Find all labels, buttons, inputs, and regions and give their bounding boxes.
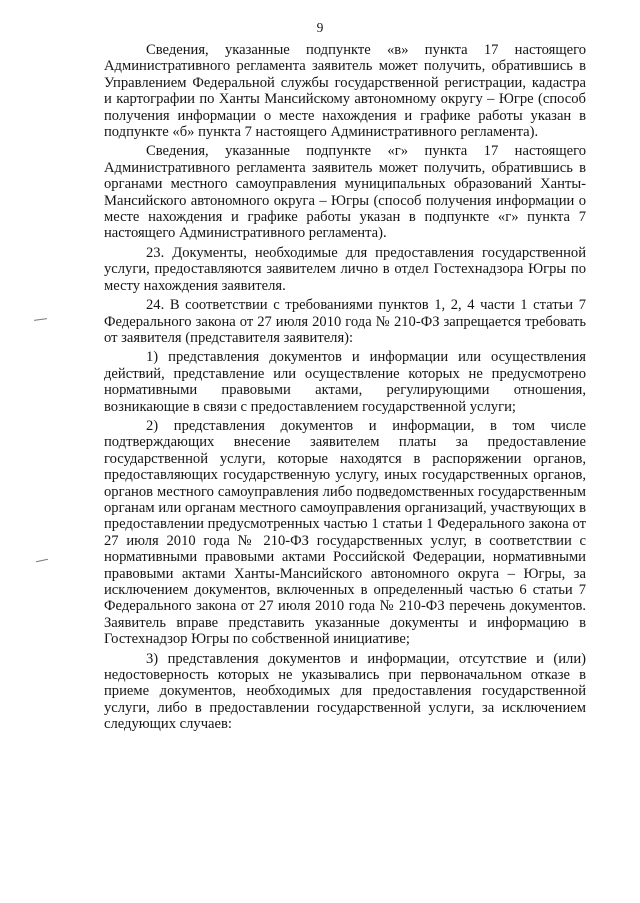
margin-pen-mark — [34, 318, 47, 321]
paragraph-egrn-info: Сведения, указанные подпункте «в» пункта 17 настоящего Административного регламента заявитель может получить, обратившись в Управлением Федеральной службы государственной регистрации, кадастра и картографии по Ханты Мансийскому автономному округу – Югре (способ получения информации о месте нахождения и графике работы указан в подпункте «б» пункта 7 настоящего Административного регламента). — [104, 42, 586, 141]
list-item-1: 1) представления документов и информации или осуществления действий, представление или осуществление которых не предусмотрено нормативными правовыми актами, регулирующими отношения, возникающие в связи с предоставлением государственной услуги; — [104, 349, 586, 415]
margin-pen-mark — [36, 559, 48, 562]
paragraph-23: 23. Документы, необходимые для предоставления государственной услуги, предоставляются заявителем лично в отдел Гостехнадзора Югры по месту нахождения заявителя. — [104, 244, 586, 294]
list-item-3: 3) представления документов и информации, отсутствие и (или) недостоверность которых не указывались при первоначальном отказе в приеме документов, необходимых для предоставления государственной услуги, либо в предоставлении государственной услуги, за исключением следующих случаев: — [104, 650, 586, 733]
paragraph-local-gov-info: Сведения, указанные подпункте «г» пункта 17 настоящего Административного регламента заявитель может получить, обратившись в органами местного самоуправления муниципальных образований Ханты-Мансийского автономного округа – Югры (способ получения информации о месте нахождения и графике работы указан в подпункте «г» пункта 7 настоящего Административного регламента). — [104, 143, 586, 242]
list-item-2: 2) представления документов и информации, в том числе подтверждающих внесение заявителем платы за предоставление государственной услуги, которые находятся в распоряжении органов, предоставляющих государственную услугу, иных государственных органов, органов местного самоуправления либо подведомственных государственным органам или органам местного самоуправления организаций, участвующих в предоставлении предусмотренных частью 1 статьи 1 Федерального закона от 27 июля 2010 года № 210-ФЗ государственных услуг, в соответствии с нормативными правовыми актами Российской Федерации, нормативными правовыми актами Ханты-Мансийского автономного округа – Югры, за исключением документов, включенных в определенный частью 6 статьи 7 Федерального закона от 27 июля 2010 года № 210-ФЗ перечень документов. Заявитель вправе представить указанные документы и информацию в Гостехнадзор Югры по собственной инициативе; — [104, 417, 586, 648]
paragraph-24: 24. В соответствии с требованиями пунктов 1, 2, 4 части 1 статьи 7 Федерального закона от 27 июля 2010 года № 210-ФЗ запрещается требовать от заявителя (представителя заявителя): — [104, 297, 586, 346]
page-number: 9 — [316, 20, 324, 35]
document-body — [104, 42, 586, 736]
